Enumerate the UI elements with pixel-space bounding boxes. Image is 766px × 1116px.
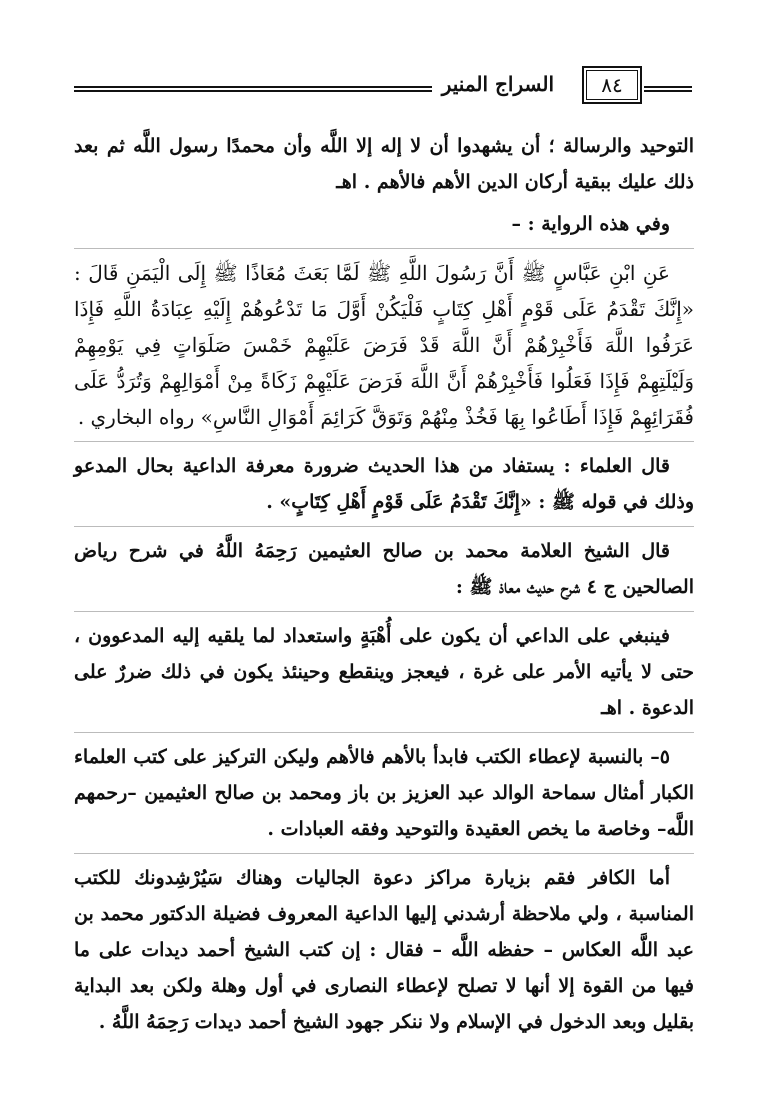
paragraph-ulama: قال العلماء : يستفاد من هذا الحديث ضرورة معرفة الداعية بحال المدعو وذلك في قوله ﷺ : «إِنَّكَ تَقْدَمُ عَلَى قَوْمٍ أَهْلِ كِتَابٍ» . — [74, 455, 694, 513]
paragraph-quote: فينبغي على الداعي أن يكون على أُهْبَةٍ واستعداد لما يلقيه إليه المدعوون ، حتى لا يأتيه الأمر على غرة ، فيعجز وينقطع وحينئذ يكون في ذلك ضررٌ على الدعوة . اهـ — [74, 625, 694, 719]
book-title: السراج المنير — [432, 72, 564, 96]
paragraph-uthaymeen-ref: قال الشيخ العلامة محمد بن صالح العثيمين رَحِمَهُ اللَّهُ في شرح رياض الصالحين ج ٤ شرح حديث معاذ ﷺ : — [74, 540, 694, 598]
divider — [74, 441, 694, 442]
paragraph-kafir-books: أما الكافر فقم بزيارة مراكز دعوة الجاليات وهناك سَيُرْشِدونك للكتب المناسبة ، ولي ملاحظة أرشدني إليها الداعية المعروف فضيلة الدكتور محمد بن عبد اللَّه العكاس – حفظه اللَّه – فقال : إن كتب الشيخ أحمد ديدات على ما فيها من القوة إلا أنها لا تصلح لإعطاء النصارى في أول وهلة ولكن بعد البداية بقليل وبعد الدخول في الإسلام ولا ننكر جهود الشيخ أحمد ديدات رَحِمَهُ اللَّهُ . — [74, 867, 694, 1033]
divider — [74, 732, 694, 733]
divider — [74, 853, 694, 854]
divider — [74, 611, 694, 612]
divider — [74, 248, 694, 249]
page-body — [74, 128, 694, 1046]
page-number: ٨٤ — [582, 66, 642, 104]
paragraph-books-point-5: ٥– بالنسبة لإعطاء الكتب فابدأ بالأهم فالأهم وليكن التركيز على كتب العلماء الكبار أمثال سماحة الوالد عبد العزيز بن باز ومحمد بن صالح العثيمين –رحمهم اللَّه– وخاصة ما يخص العقيدة والتوحيد وفقه العبادات . — [74, 746, 694, 840]
header-rule-left — [74, 86, 434, 92]
paragraph-riwaya-intro: وفي هذه الرواية : – — [511, 213, 670, 235]
paragraph-tawhid: التوحيد والرسالة ؛ أن يشهدوا أن لا إله إلا اللَّه وأن محمدًا رسول اللَّه ثم بعد ذلك عليك ببقية أركان الدين الأهم فالأهم . اهـ — [74, 135, 694, 193]
header-rule-right — [644, 86, 692, 92]
hadith-text: عَنِ ابْنِ عَبَّاسٍ ﷺ أَنَّ رَسُولَ اللَّهِ ﷺ لَمَّا بَعَثَ مُعَاذًا ﷺ إِلَى الْيَمَنِ قَالَ : «إِنَّكَ تَقْدَمُ عَلَى قَوْمٍ أَهْلِ كِتَابٍ فَلْيَكُنْ أَوَّلَ مَا تَدْعُوهُمْ إِلَيْهِ عِبَادَةُ اللَّهِ فَإِذَا عَرَفُوا اللَّهَ فَأَخْبِرْهُمْ أَنَّ اللَّهَ قَدْ فَرَضَ عَلَيْهِمْ خَمْسَ صَلَوَاتٍ فِي يَوْمِهِمْ وَلَيْلَتِهِمْ فَإِذَا فَعَلُوا فَأَخْبِرْهُمْ أَنَّ اللَّهَ فَرَضَ عَلَيْهِمْ زَكَاةً مِنْ أَمْوَالِهِمْ وَتُرَدُّ عَلَى فُقَرَائِهِمْ فَإِذَا أَطَاعُوا بِهَا فَخُذْ مِنْهُمْ وَتَوَقَّ كَرَائِمَ أَمْوَالِ النَّاسِ» رواه البخاري . — [74, 261, 694, 429]
divider — [74, 526, 694, 527]
running-header — [74, 64, 692, 108]
